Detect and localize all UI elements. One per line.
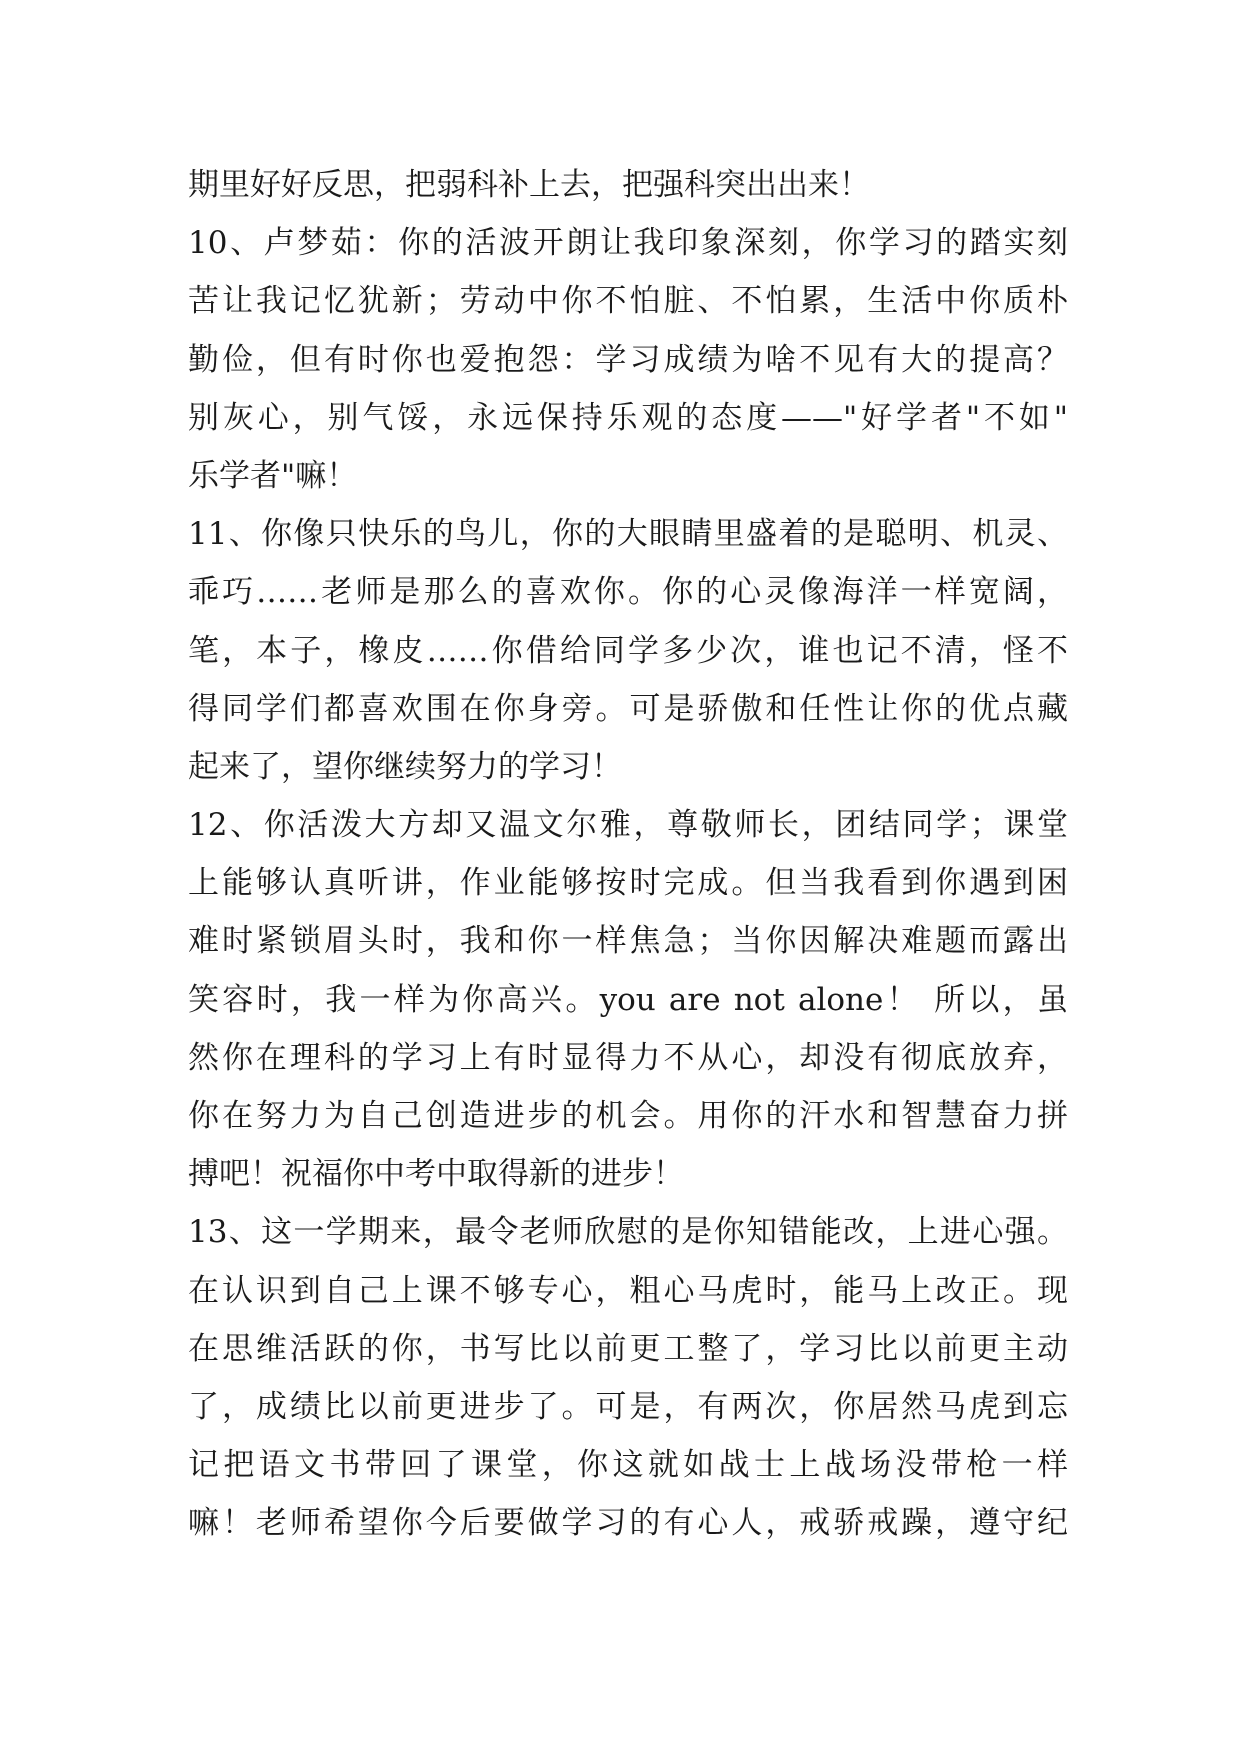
text-line: 勤俭，但有时你也爱抱怨：学习成绩为啥不见有大的提高？ <box>188 341 1068 378</box>
text-line: 乖巧……老师是那么的喜欢你。你的心灵像海洋一样宽阔， <box>188 574 1068 611</box>
text-line: 搏吧！祝福你中考中取得新的进步！ <box>188 1156 684 1193</box>
text-line: 期里好好反思，把弱科补上去，把强科突出出来！ <box>188 167 870 203</box>
text-line: 别灰心，别气馁，永远保持乐观的态度——"好学者"不如" <box>188 399 1068 436</box>
text-line: 然你在理科的学习上有时显得力不从心，却没有彻底放弃， <box>188 1039 1068 1076</box>
text-line: 笔，本子，橡皮……你借给同学多少次，谁也记不清，怪不 <box>188 632 1068 669</box>
body-text <box>188 156 1068 1553</box>
text-line: 记把语文书带回了课堂，你这就如战士上战场没带枪一样 <box>188 1447 1068 1484</box>
text-line: 11、你像只快乐的鸟儿，你的大眼睛里盛着的是聪明、机灵、 <box>188 516 1068 553</box>
text-line: 乐学者"嘛！ <box>188 457 358 494</box>
text-line: 得同学们都喜欢围在你身旁。可是骄傲和任性让你的优点藏 <box>188 690 1068 727</box>
text-line: 苦让我记忆犹新；劳动中你不怕脏、不怕累，生活中你质朴 <box>188 283 1068 320</box>
text-line: 10、卢梦茹：你的活波开朗让我印象深刻，你学习的踏实刻 <box>188 225 1068 262</box>
text-line: 在认识到自己上课不够专心，粗心马虎时，能马上改正。现 <box>188 1272 1068 1309</box>
text-line: 12、你活泼大方却又温文尔雅，尊敬师长，团结同学；课堂 <box>188 807 1068 844</box>
text-line: 笑容时，我一样为你高兴。you are not alone！ 所以，虽 <box>188 981 1068 1018</box>
text-line: 了，成绩比以前更进步了。可是，有两次，你居然马虎到忘 <box>188 1388 1068 1425</box>
text-line: 你在努力为自己创造进步的机会。用你的汗水和智慧奋力拼 <box>188 1098 1068 1134</box>
text-line: 在思维活跃的你，书写比以前更工整了，学习比以前更主动 <box>188 1330 1068 1367</box>
text-line: 嘛！老师希望你今后要做学习的有心人，戒骄戒躁，遵守纪 <box>188 1505 1068 1542</box>
text-line: 难时紧锁眉头时，我和你一样焦急；当你因解决难题而露出 <box>188 923 1068 960</box>
text-line: 上能够认真听讲，作业能够按时完成。但当我看到你遇到困 <box>188 865 1068 902</box>
text-line: 起来了，望你继续努力的学习！ <box>188 748 622 785</box>
text-line: 13、这一学期来，最令老师欣慰的是你知错能改，上进心强。 <box>188 1214 1068 1251</box>
